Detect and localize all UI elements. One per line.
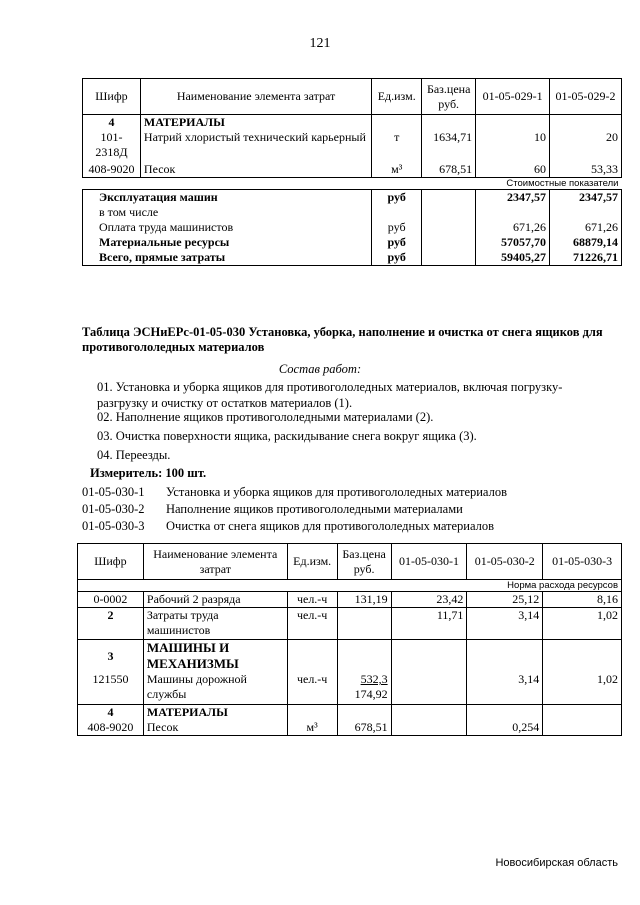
section-code: 3 — [78, 640, 144, 673]
section-code: 4 — [83, 115, 141, 131]
col-name: Наименование элемента затрат — [140, 79, 371, 115]
row-name: Рабочий 2 разряда — [143, 592, 287, 608]
section-title: МАТЕРИАЛЫ — [143, 704, 287, 720]
row-price: 678,51 — [337, 720, 391, 736]
work-title: Состав работ: — [278, 362, 362, 376]
col-code: Шифр — [83, 79, 141, 115]
cost-v2: 671,26 — [550, 220, 622, 235]
col-v3: 01-05-030-3 — [543, 544, 622, 580]
variant-text: Установка и уборка ящиков для противогололедных материалов — [166, 485, 507, 499]
row-price: 131,19 — [337, 592, 391, 608]
variant-code: 01-05-030-1 — [82, 485, 145, 499]
variant-text: Очистка от снега ящиков для противогололедных материалов — [166, 519, 495, 533]
row-unit: чел.-ч — [287, 592, 337, 608]
row-v2: 0,254 — [467, 720, 543, 736]
cost-unit: руб — [372, 235, 422, 250]
row-v1 — [391, 720, 467, 736]
cost-unit: руб — [372, 220, 422, 235]
cost-indicators-label: Стоимостные показатели — [83, 178, 622, 190]
col-unit: Ед.изм. — [287, 544, 337, 580]
cost-name: Оплата труда машинистов — [83, 220, 372, 235]
col-v2: 01-05-030-2 — [467, 544, 543, 580]
row-v3: 1,02 — [543, 608, 622, 640]
variant-code: 01-05-030-3 — [82, 519, 145, 533]
cost-v2: 71226,71 — [550, 250, 622, 266]
row-name: Песок — [143, 720, 287, 736]
row-code: 2 — [78, 608, 144, 640]
row-unit: м³ — [372, 162, 422, 178]
row-price-bottom: 174,92 — [354, 687, 388, 701]
row-code: 121550 — [78, 672, 144, 704]
work-item: 03. Очистка поверхности ящика, раскидывание снега вокруг ящика (3). — [97, 429, 477, 443]
col-name: Наименование элемента затрат — [143, 544, 287, 580]
work-item: 04. Переезды. — [97, 448, 171, 462]
row-price-top: 532,3 — [360, 672, 388, 686]
cost-name: Материальные ресурсы — [83, 235, 372, 250]
row-v2: 53,33 — [550, 162, 622, 178]
row-v1: 23,42 — [391, 592, 467, 608]
col-unit: Ед.изм. — [372, 79, 422, 115]
row-v1: 11,71 — [391, 608, 467, 640]
row-price: 678,51 — [422, 162, 476, 178]
cost-unit: руб — [372, 190, 422, 206]
cost-name: Эксплуатация машин — [83, 190, 372, 206]
row-unit: т — [372, 130, 422, 162]
section-code: 4 — [78, 704, 144, 720]
row-v3: 1,02 — [543, 672, 622, 704]
work-item: 02. Наполнение ящиков противогололедными материалами (2). — [97, 410, 434, 424]
footer-region: Новосибирская область — [495, 857, 618, 869]
row-code: 101-2318Д — [83, 130, 141, 162]
col-v1: 01-05-030-1 — [391, 544, 467, 580]
row-v3 — [543, 720, 622, 736]
row-code: 408-9020 — [78, 720, 144, 736]
row-v1 — [391, 672, 467, 704]
row-name: Машины дорожной службы — [143, 672, 287, 704]
row-name: Затраты труда машинистов — [143, 608, 287, 640]
section-title: МАТЕРИАЛЫ — [140, 115, 371, 131]
row-code: 408-9020 — [83, 162, 141, 178]
cost-name: Всего, прямые затраты — [83, 250, 372, 266]
cost-v1: 57057,70 — [476, 235, 550, 250]
col-price: Баз.цена руб. — [422, 79, 476, 115]
row-price — [337, 672, 391, 704]
cost-v2: 68879,14 — [550, 235, 622, 250]
work-item: 01. Установка и уборка ящиков для противогололедных материалов, включая погрузку-разгрузку и очистку от остатков материалов (1). — [97, 380, 563, 410]
row-code: 0-0002 — [78, 592, 144, 608]
col-code: Шифр — [78, 544, 144, 580]
row-unit: чел.-ч — [287, 608, 337, 640]
row-unit: чел.-ч — [287, 672, 337, 704]
row-price: 1634,71 — [422, 130, 476, 162]
row-name: Натрий хлористый технический карьерный — [140, 130, 371, 162]
variant-text: Наполнение ящиков противогололедными материалами — [166, 502, 463, 516]
row-v2: 20 — [550, 130, 622, 162]
cost-v1: 671,26 — [476, 220, 550, 235]
row-v2: 3,14 — [467, 672, 543, 704]
row-v3: 8,16 — [543, 592, 622, 608]
cost-name: в том числе — [83, 205, 372, 220]
row-unit: м³ — [287, 720, 337, 736]
row-v1: 60 — [476, 162, 550, 178]
cost-v1: 2347,57 — [476, 190, 550, 206]
col-price: Баз.цена руб. — [337, 544, 391, 580]
row-price — [337, 608, 391, 640]
page-number: 121 — [309, 36, 331, 51]
row-v2: 25,12 — [467, 592, 543, 608]
cost-v1: 59405,27 — [476, 250, 550, 266]
row-v2: 3,14 — [467, 608, 543, 640]
resource-table-029 — [82, 78, 622, 266]
row-name: Песок — [140, 162, 371, 178]
resource-table-030 — [77, 543, 622, 736]
meter: Измеритель: 100 шт. — [90, 466, 207, 480]
norm-label: Норма расхода ресурсов — [78, 580, 622, 592]
row-v1: 10 — [476, 130, 550, 162]
col-v2: 01-05-029-2 — [550, 79, 622, 115]
variant-code: 01-05-030-2 — [82, 502, 145, 516]
table-caption: Таблица ЭСНиЕРс-01-05-030 Установка, уборка, наполнение и очистка от снега ящиков для противогололедных материалов — [82, 325, 603, 354]
col-v1: 01-05-029-1 — [476, 79, 550, 115]
cost-v2: 2347,57 — [550, 190, 622, 206]
cost-unit: руб — [372, 250, 422, 266]
section-title: МАШИНЫ И МЕХАНИЗМЫ — [143, 640, 287, 673]
